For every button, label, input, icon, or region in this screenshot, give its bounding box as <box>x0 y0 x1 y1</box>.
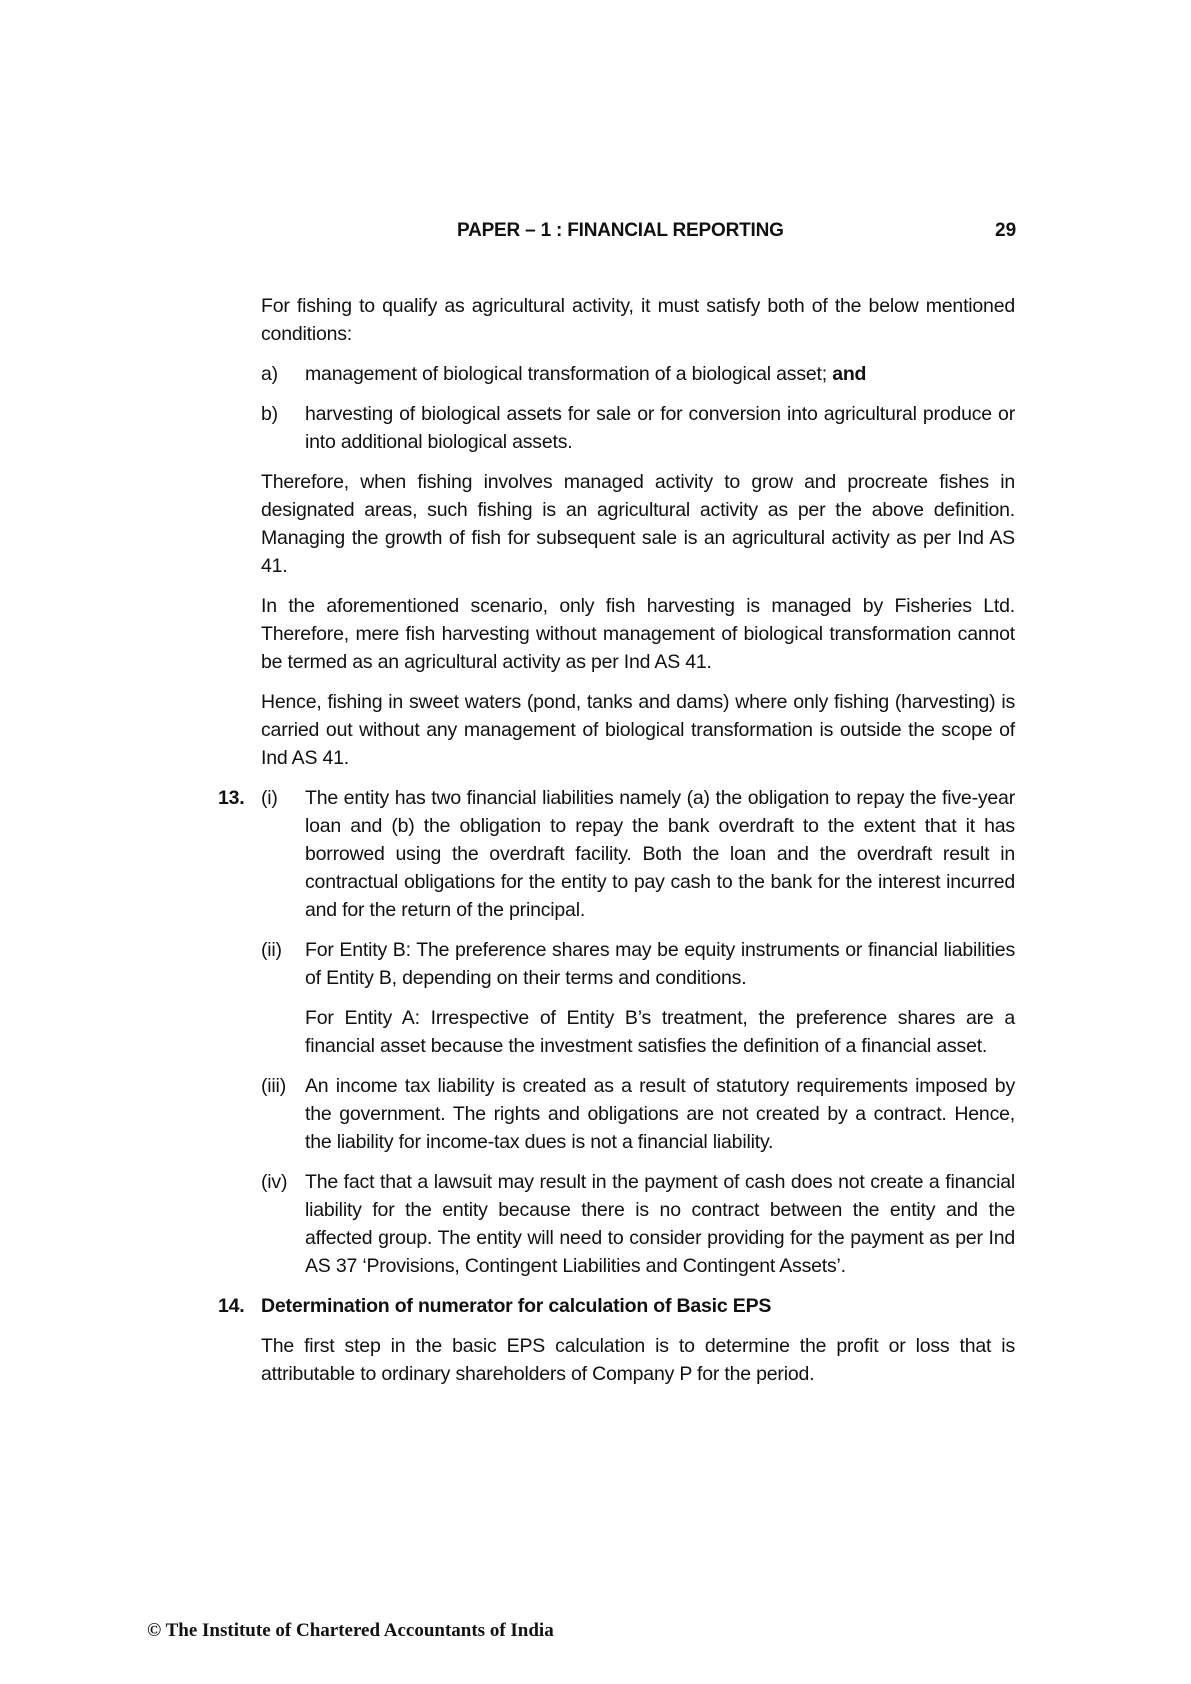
intro-paragraph: For fishing to qualify as agricultural activity, it must satisfy both of the below mentioned conditions: <box>261 295 1015 345</box>
condition-label: a) <box>261 363 278 385</box>
condition-item-b <box>218 400 1015 456</box>
item-label: (ii) <box>261 939 282 961</box>
item-label: (iii) <box>261 1075 286 1097</box>
question-number: 14. <box>218 1295 245 1317</box>
hence-paragraph: Hence, fishing in sweet waters (pond, tanks and dams) where only fishing (harvesting) is carried out without any management of biological transformation is outside the scope of Ind AS 41. <box>261 691 1015 769</box>
item-text: The fact that a lawsuit may result in the payment of cash does not create a financial liability for the entity because there is no contract between the entity and the affected group. The entity will need to consider providing for the payment as per Ind AS 37 ‘Provisions, Contingent Liabilities and Contingent Assets’. <box>305 1171 1015 1277</box>
item-text: The entity has two financial liabilities namely (a) the obligation to repay the five-year loan and (b) the obligation to repay the bank overdraft to the extent that it has borrowed using the overdraft facility. Both the loan and the overdraft result in contractual obligations for the entity to pay cash to the bank for the interest incurred and for the return of the principal. <box>305 787 1015 921</box>
running-title: PAPER – 1 : FINANCIAL REPORTING <box>457 220 784 241</box>
q14-heading <box>218 1292 1015 1320</box>
page-number: 29 <box>995 220 1017 241</box>
q14-paragraph: The first step in the basic EPS calculation is to determine the profit or loss that is attributable to ordinary shareholders of Company P for the period. <box>261 1335 1015 1385</box>
item-label: (i) <box>261 787 278 809</box>
item-label: (iv) <box>261 1171 288 1193</box>
item-text: An income tax liability is created as a result of statutory requirements imposed by the government. The rights and obligations are not created by a contract. Hence, the liability for income-tax dues is not a financial liability. <box>305 1075 1015 1153</box>
q13-item-iv <box>218 1168 1015 1280</box>
page-header <box>0 220 1191 246</box>
copyright-footer: © The Institute of Chartered Accountants of India <box>147 1620 554 1641</box>
condition-label: b) <box>261 403 278 425</box>
condition-text: management of biological transformation of a biological asset; <box>305 363 833 385</box>
q13-item-ii-continuation: For Entity A: Irrespective of Entity B’s treatment, the preference shares are a financial asset because the investment satisfies the definition of a financial asset. <box>305 1007 1015 1057</box>
scenario-paragraph: In the aforementioned scenario, only fish harvesting is managed by Fisheries Ltd. Therefore, mere fish harvesting without management of biological transformation cannot be termed as an agricultural activity as per Ind AS 41. <box>261 595 1015 673</box>
page-body <box>218 292 1015 1400</box>
section-heading: Determination of numerator for calculation of Basic EPS <box>261 1295 772 1317</box>
therefore-paragraph: Therefore, when fishing involves managed activity to grow and procreate fishes in designated areas, such fishing is an agricultural activity as per the above definition. Managing the growth of fish for subsequent sale is an agricultural activity as per Ind AS 41. <box>261 471 1015 577</box>
item-text: For Entity B: The preference shares may be equity instruments or financial liabilities of Entity B, depending on their terms and conditions. <box>305 939 1015 989</box>
question-number: 13. <box>218 787 245 809</box>
condition-item-a <box>218 360 1015 388</box>
condition-emphasis: and <box>832 363 867 385</box>
q13-item-ii <box>218 936 1015 992</box>
q13-item-iii <box>218 1072 1015 1156</box>
q13-item-i <box>218 784 1015 924</box>
condition-text: harvesting of biological assets for sale or for conversion into agricultural produce or into additional biological assets. <box>305 403 1015 453</box>
